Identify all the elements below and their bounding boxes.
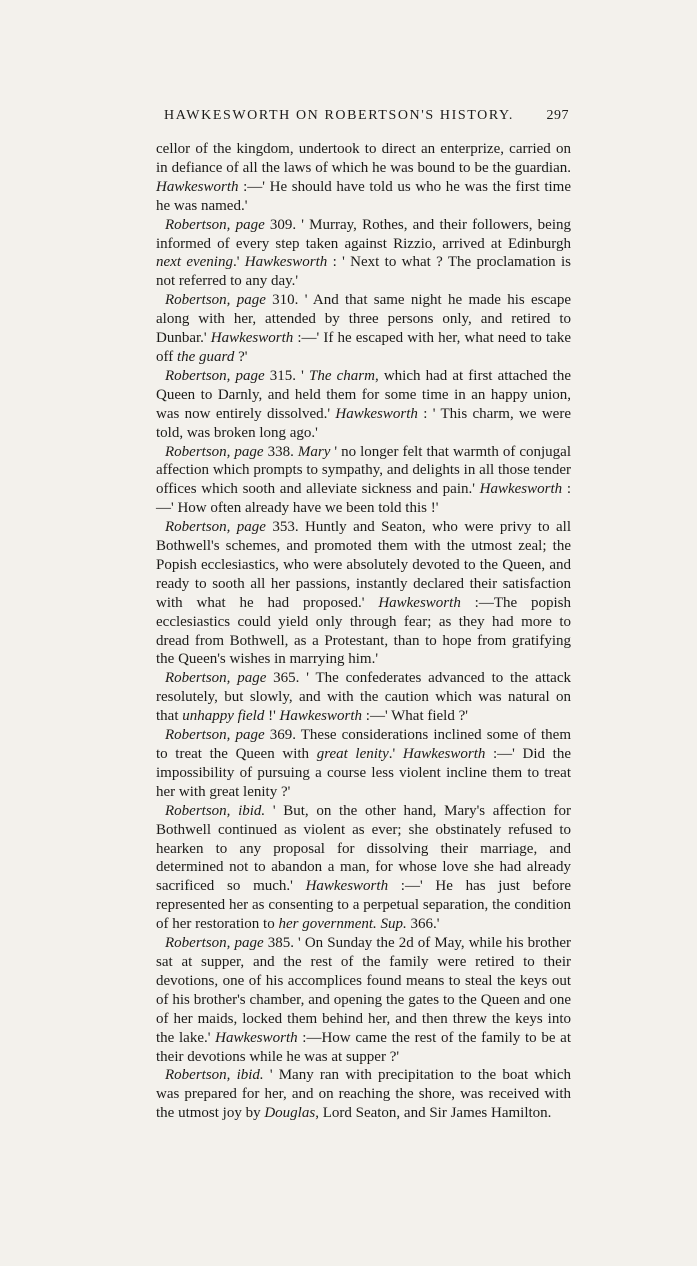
text-run: 338. <box>263 443 298 460</box>
page-number: 297 <box>546 108 569 123</box>
paragraph <box>156 1066 571 1123</box>
paragraph <box>156 726 571 802</box>
text-run: ?' <box>234 348 248 365</box>
page-header <box>164 108 571 130</box>
italic-text: great lenity <box>316 746 389 762</box>
italic-text: Hawkesworth <box>156 178 239 195</box>
text-run: .' <box>232 254 245 271</box>
italic-text: Hawkesworth <box>210 330 294 347</box>
paragraph <box>156 140 571 216</box>
paragraph <box>156 367 571 443</box>
text-run: , which had at first attached the Queen to Darnly, and held them for some time in an happy union, was now entirely dissolved.' <box>156 367 571 422</box>
italic-text: Hawkesworth <box>479 481 563 498</box>
italic-text: Robertson, page <box>165 292 266 309</box>
italic-text: Hawkesworth <box>378 594 461 611</box>
text-run: 310. ' And that same night he made his escape along with her, attended by three persons only, and retired to Dunbar.' <box>156 292 571 347</box>
text-run: !' <box>264 708 280 725</box>
italic-text: Hawkesworth <box>402 746 486 762</box>
text-run: 315. ' <box>264 367 309 384</box>
body-text <box>156 140 571 1123</box>
text-run: ' But, on the other hand, Mary's affection for Bothwell continued as violent as ever; she obstinately refused to hearken to any proposal for dissolving their marriage, and determined not to abandon a man, for whose love she had already sacrificed so much.' <box>156 802 572 895</box>
paragraph <box>156 291 571 367</box>
italic-text: next evening <box>156 254 233 271</box>
text-run: .' <box>388 746 403 762</box>
italic-text: Robertson, page <box>165 519 266 536</box>
text-run: 369. These considerations inclined some of them to treat the Queen with <box>156 727 571 762</box>
text-run: :—' He has just before represented her as consenting to a perpetual separation, the condition of her restoration to <box>156 878 571 933</box>
italic-text: Hawkesworth <box>279 708 363 725</box>
text-run: ' Many ran with precipitation to the boat which was prepared for her, and on reaching the shore, was received with the utmost joy by <box>156 1067 571 1122</box>
italic-text: Robertson, page <box>165 367 265 384</box>
paragraph <box>156 443 571 519</box>
running-title: HAWKESWORTH ON ROBERTSON'S HISTORY. <box>164 108 515 123</box>
italic-text: Robertson, page <box>165 670 267 687</box>
paragraph <box>156 518 571 669</box>
italic-text: Hawkesworth <box>244 254 328 271</box>
italic-text: Hawkesworth <box>335 405 418 422</box>
italic-text: Robertson, page <box>165 727 265 744</box>
text-run: 366.' <box>406 916 440 933</box>
text-run: :—' Did the impossibility of pursuing a course less violent incline them to treat her with great lenity ?' <box>156 746 572 800</box>
italic-text: Robertson, ibid. <box>165 802 266 819</box>
paragraph <box>156 216 571 292</box>
italic-text: unhappy field <box>182 708 265 725</box>
text-run: :—' He should have told us who he was the first time he was named.' <box>156 178 571 214</box>
text-run: 385. ' On Sunday the 2d of May, while his brother sat at supper, and the rest of the family were retired to their devotions, one of his accomplices found means to steal the keys out of his brother's chamber, and opening the gates to the Queen and one of her maids, locked them behind her, and then threw the keys into the lake.' <box>156 935 571 1046</box>
text-run: : ' This charm, we were told, was broken long ago.' <box>156 405 571 441</box>
paragraph <box>156 934 571 1066</box>
text-run: :—The popish ecclesiastics could yield only through fear; as they had more to dread from Bothwell, as a Protestant, than to hope from gratifying the Queen's wishes in marrying him.' <box>156 594 571 668</box>
text-run: 353. Huntly and Seaton, who were privy to all Bothwell's schemes, and promoted them with the utmost zeal; the Popish ecclesiastics, who were absolutely devoted to the Queen, and ready to sooth all her passions, instantly declared their satisfaction with what he had proposed.' <box>156 519 571 611</box>
text-run: :—' What field ?' <box>362 708 468 725</box>
italic-text: Hawkesworth <box>305 878 389 895</box>
italic-text: Hawkesworth <box>215 1029 298 1046</box>
text-run: 365. ' The confederates advanced to the attack resolutely, but slowly, and with the caution which was natural on that <box>156 670 571 725</box>
italic-text: Robertson, page <box>165 216 265 233</box>
text-run: ' no longer felt that warmth of conjugal affection which prompts to sympathy, and delights in all those tender offices which sooth and alleviate sickness and pain.' <box>156 443 571 498</box>
text-run: , Lord Seaton, and Sir James Hamilton. <box>315 1105 552 1122</box>
italic-text: Robertson, page <box>165 935 264 952</box>
text-run: cellor of the kingdom, undertook to direct an enterprize, carried on in defiance of all the laws of which he was bound to be the guardian. <box>156 141 571 176</box>
text-run: :—' How often already have we been told this !' <box>156 481 572 517</box>
paragraph <box>156 669 571 726</box>
text-run: :—' If he escaped with her, what need to take off <box>156 330 571 365</box>
italic-text: the guard <box>176 348 235 365</box>
text-run: : ' Next to what ? The proclamation is not referred to any day.' <box>156 254 572 290</box>
italic-text: Mary <box>297 443 331 460</box>
italic-text: Robertson, ibid. <box>165 1067 264 1084</box>
text-run: :—How came the rest of the family to be at their devotions while he was at supper ?' <box>156 1029 571 1065</box>
text-run: 309. ' Murray, Rothes, and their followers, being informed of every step taken against Rizzio, arrived at Edinburgh <box>156 216 571 252</box>
italic-text: The charm <box>309 367 375 384</box>
italic-text: Douglas <box>264 1105 316 1122</box>
italic-text: her government. Sup. <box>278 916 407 933</box>
italic-text: Robertson, page <box>165 443 264 460</box>
paragraph <box>156 802 571 934</box>
